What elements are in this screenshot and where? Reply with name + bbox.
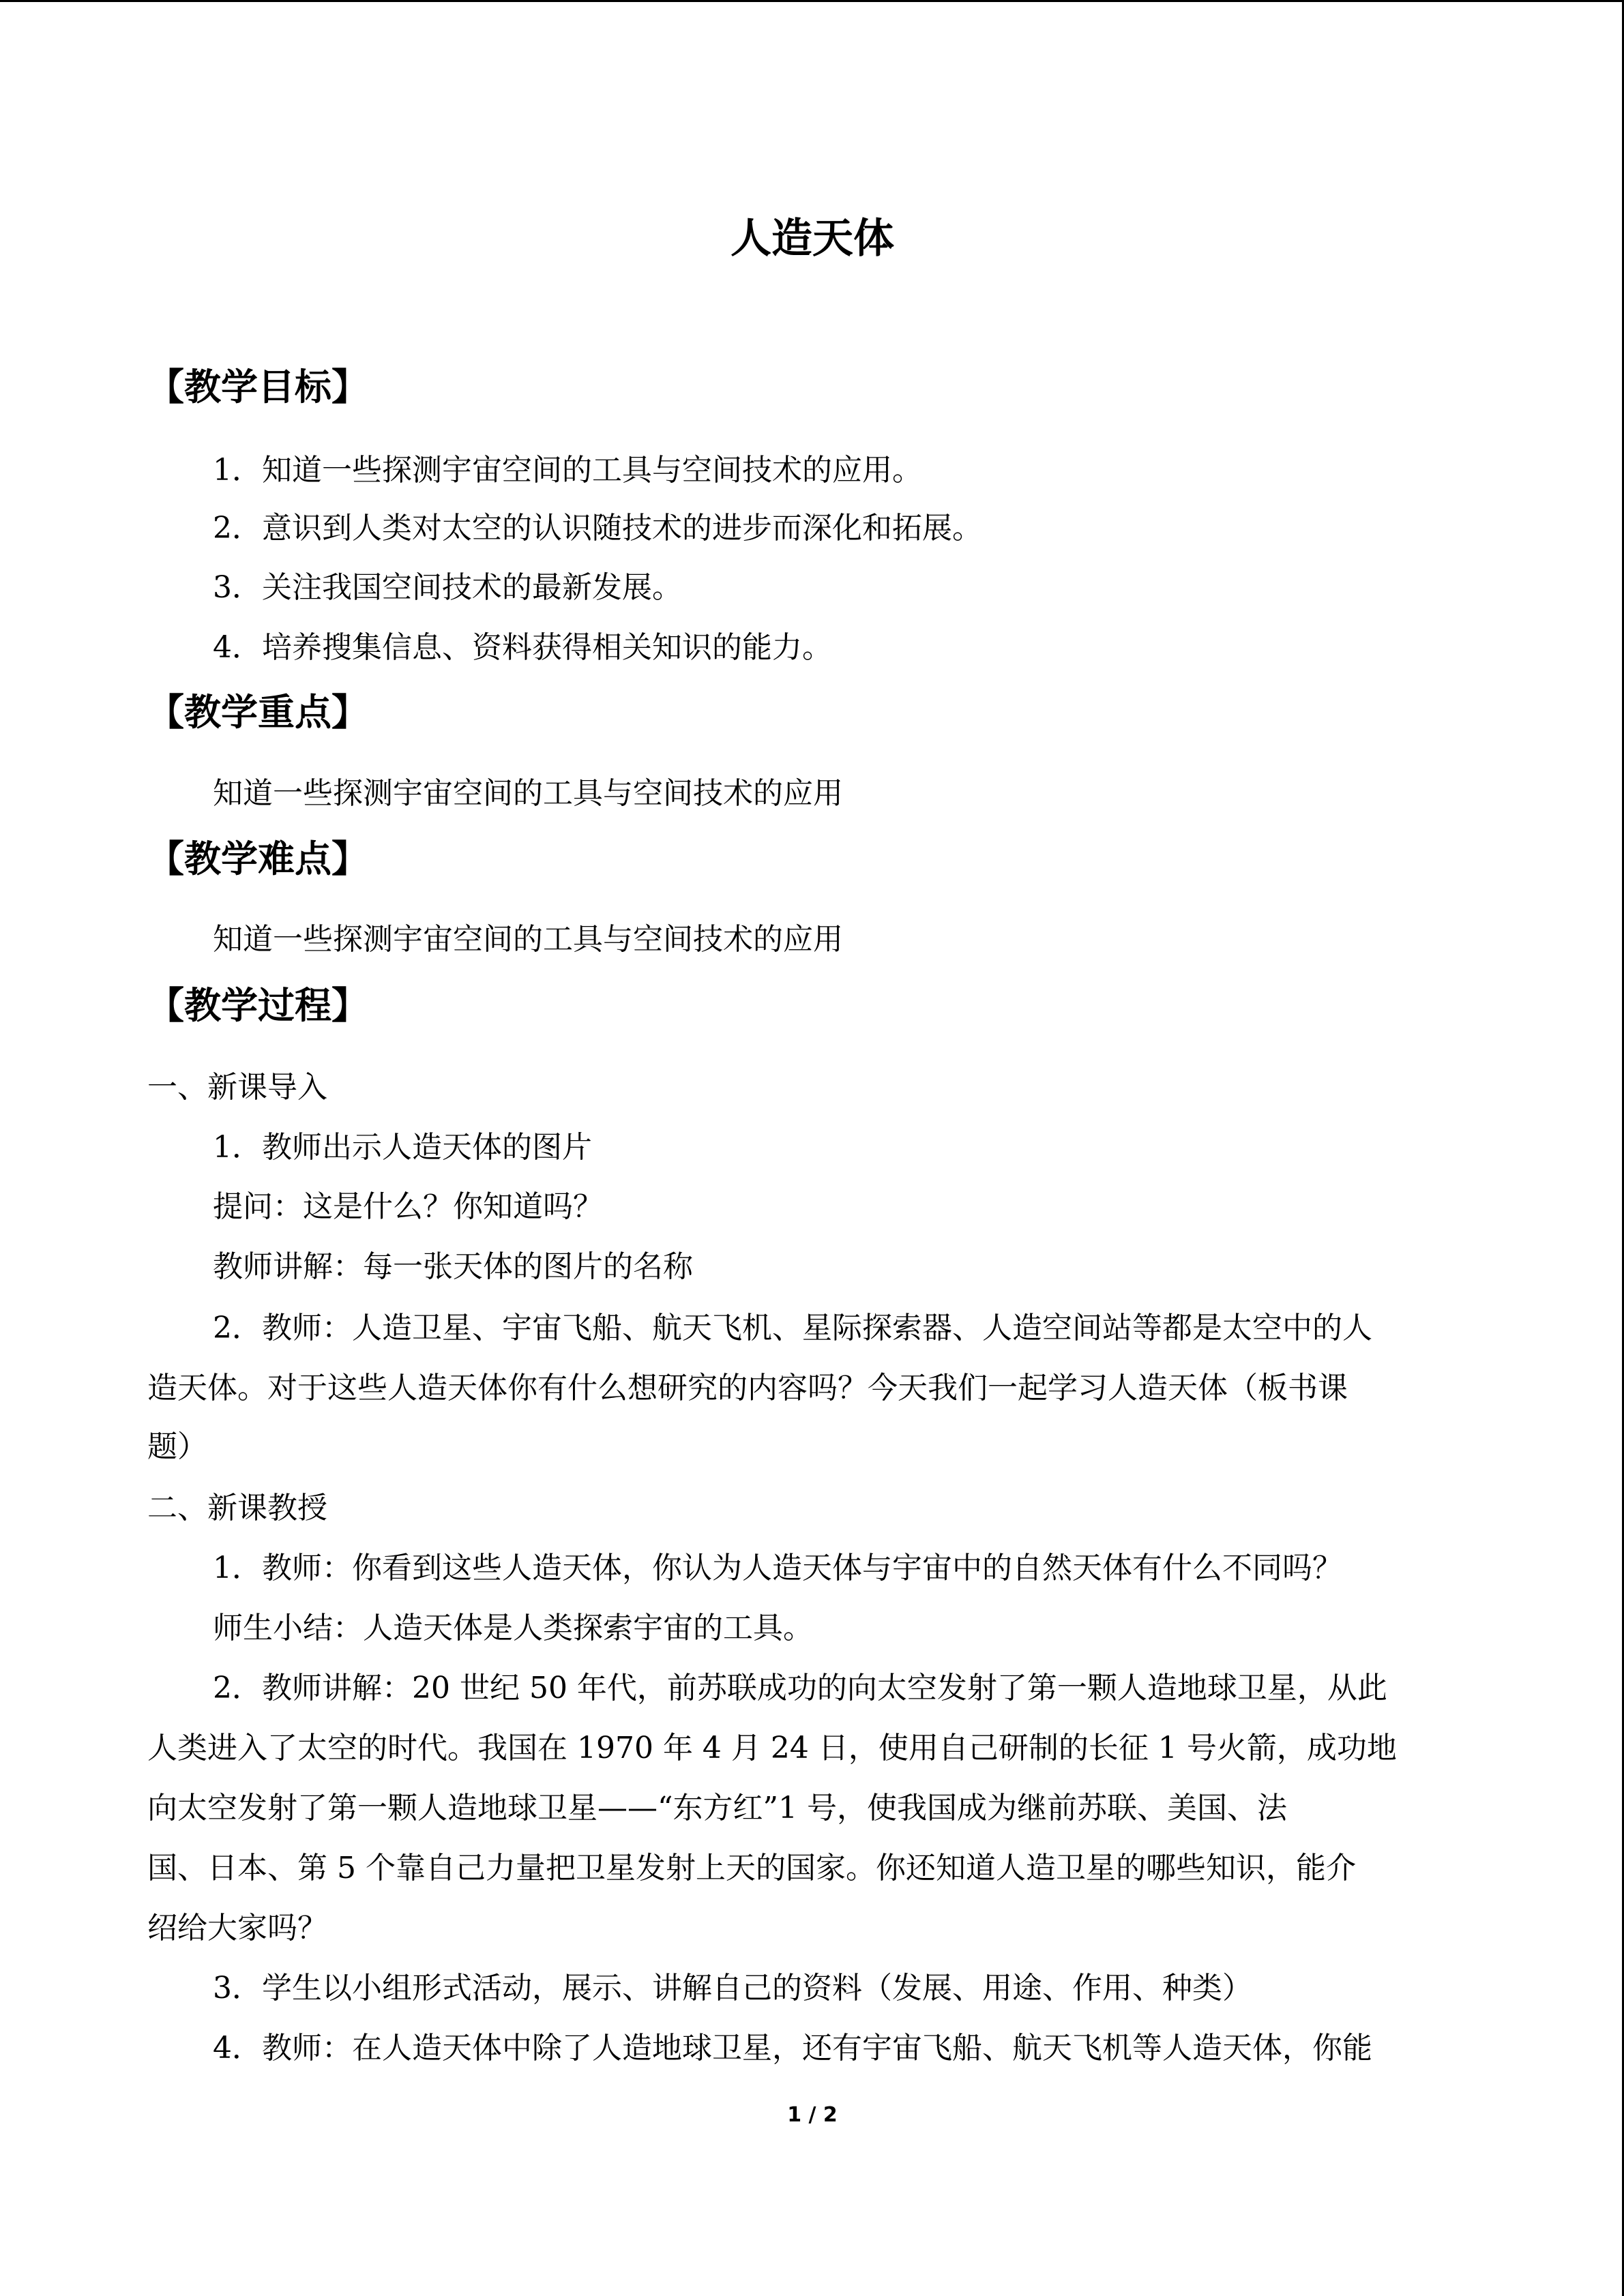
process-line: 1．教师：你看到这些人造天体，你认为人造天体与宇宙中的自然天体有什么不同吗？ (213, 1551, 1342, 1585)
process-line: 绍给大家吗？ (147, 1911, 327, 1945)
section-heading-key-points: 【教学重点】 (147, 691, 368, 734)
process-line: 二、新课教授 (147, 1491, 327, 1525)
process-line: 造天体。对于这些人造天体你有什么想研究的内容吗？今天我们一起学习人造天体（板书课 (147, 1371, 1348, 1405)
objective-item: 4．培养搜集信息、资料获得相关知识的能力。 (213, 630, 832, 665)
objective-item: 2．意识到人类对太空的认识随技术的进步而深化和拓展。 (213, 511, 982, 546)
process-line: 题） (147, 1429, 207, 1464)
process-line: 向太空发射了第一颗人造地球卫星——“东方红”1 号，使我国成为继前苏联、美国、法 (147, 1791, 1287, 1825)
process-line: 教师讲解：每一张天体的图片的名称 (213, 1249, 693, 1284)
section-heading-difficulties: 【教学难点】 (147, 837, 368, 880)
key-points-text: 知道一些探测宇宙空间的工具与空间技术的应用 (213, 776, 843, 811)
process-line: 师生小结：人造天体是人类探索宇宙的工具。 (213, 1611, 813, 1645)
process-line: 一、新课导入 (147, 1070, 327, 1105)
difficulties-text: 知道一些探测宇宙空间的工具与空间技术的应用 (213, 922, 843, 957)
objective-item: 3．关注我国空间技术的最新发展。 (213, 570, 682, 605)
process-line: 提问：这是什么？你知道吗？ (213, 1189, 603, 1224)
page-number: 1 / 2 (787, 2103, 838, 2127)
process-line: 2．教师讲解：20 世纪 50 年代，前苏联成功的向太空发射了第一颗人造地球卫星，从此 (213, 1671, 1387, 1705)
process-line: 1．教师出示人造天体的图片 (213, 1130, 592, 1165)
objective-item: 1．知道一些探测宇宙空间的工具与空间技术的应用。 (213, 453, 922, 488)
process-line: 国、日本、第 5 个靠自己力量把卫星发射上天的国家。你还知道人造卫星的哪些知识，能介 (147, 1851, 1356, 1885)
section-heading-process: 【教学过程】 (147, 984, 368, 1027)
process-line: 3．学生以小组形式活动，展示、讲解自己的资料（发展、用途、作用、种类） (213, 1971, 1252, 2006)
process-line: 4．教师：在人造天体中除了人造地球卫星，还有宇宙飞船、航天飞机等人造天体，你能 (213, 2031, 1372, 2066)
section-heading-objectives: 【教学目标】 (147, 366, 368, 408)
document-title: 人造天体 (730, 215, 894, 263)
process-line: 人类进入了太空的时代。我国在 1970 年 4 月 24 日，使用自己研制的长征 1 号火箭，成功地 (147, 1731, 1397, 1765)
process-line: 2．教师：人造卫星、宇宙飞船、航天飞机、星际探索器、人造空间站等都是太空中的人 (213, 1311, 1372, 1345)
